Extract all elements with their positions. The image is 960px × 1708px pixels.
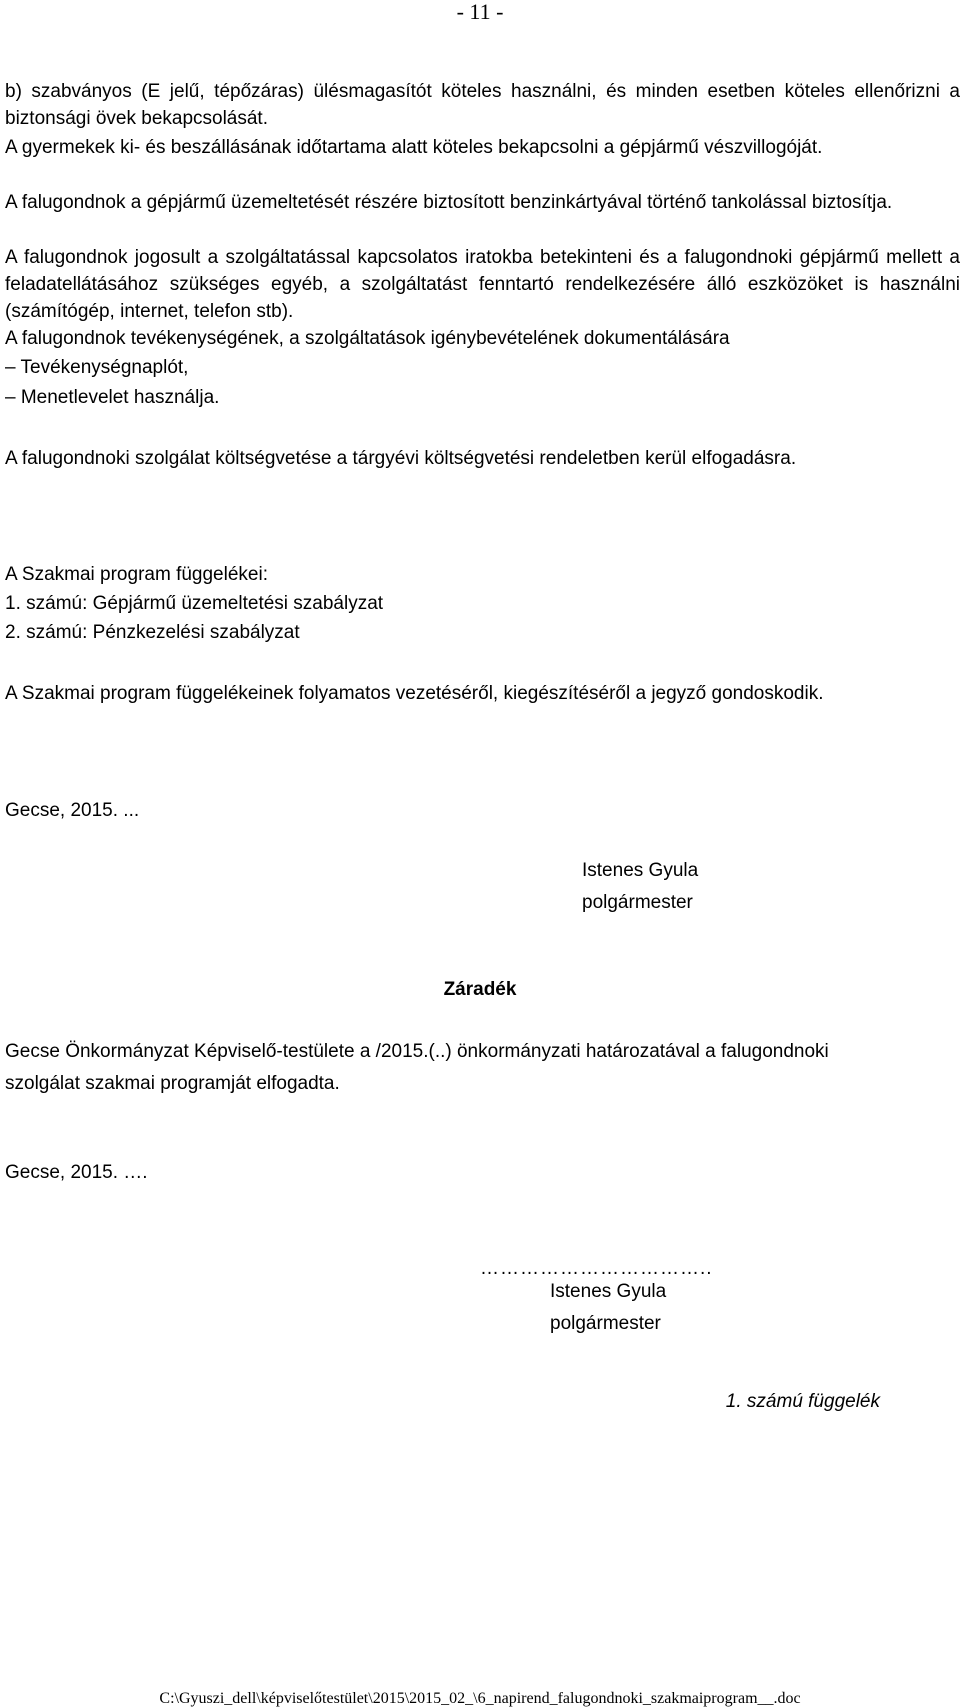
signer-name-1: Istenes Gyula — [582, 860, 699, 881]
clause-title: Záradék — [443, 979, 517, 1000]
date-line-2: Gecse, 2015. …. — [5, 1162, 148, 1183]
appendix-item-2: 2. számú: Pénzkezelési szabályzat — [5, 622, 300, 643]
paragraph-budget: A falugondnoki szolgálat költségvetése a tárgyévi költségvetési rendeletben kerül elfogadásra. — [5, 448, 797, 469]
signer-title-1: polgármester — [582, 892, 693, 913]
signature-block-2 — [550, 1276, 666, 1340]
dash-item-travel-log: – Menetlevelet használja. — [5, 387, 220, 408]
signature-line: …………………………….. — [480, 1258, 713, 1279]
signer-title-2: polgármester — [550, 1313, 661, 1334]
appendix-list — [5, 560, 960, 647]
appendix-label: 1. számú függelék — [725, 1391, 880, 1412]
clause-text: Gecse Önkormányzat Képviselő-testülete a /2015.(..) önkormányzati határozatával a falugondnoki szolgálat szakmai programját elfogadta. — [5, 1041, 829, 1094]
appendix-item-1: 1. számú: Gépjármű üzemeltetési szabályzat — [5, 593, 384, 614]
paragraph-clerk: A Szakmai program függelékeinek folyamatos vezetéséről, kiegészítéséről a jegyző gondoskodik. — [5, 683, 824, 704]
paragraph-b: b) szabványos (E jelű, tépőzáras) ülésmagasítót köteles használni, és minden esetben köteles ellenőrizni a biztonsági övek bekapcsolását. — [5, 81, 960, 129]
paragraph-fuel-card: A falugondnok a gépjármű üzemeltetését részére biztosított benzinkártyával történő tankolással biztosítja. — [5, 192, 893, 213]
paragraph-rights: A falugondnok jogosult a szolgáltatással kapcsolatos iratokba betekinteni és a falugondnoki gépjármű mellett a feladatellátásához szükséges egyéb, a szolgáltatást fenntartó rendelkezésére álló eszközöket is használni (számítógép, internet, telefon stb). — [5, 247, 960, 322]
signer-name-2: Istenes Gyula — [550, 1281, 667, 1302]
footer-file-path: C:\Gyuszi_dell\képviselőtestület\2015\2015_02_\6_napirend_falugondnoki_szakmaiprogram__.doc — [159, 1690, 801, 1707]
date-line-1: Gecse, 2015. ... — [5, 800, 140, 821]
dash-list — [5, 353, 960, 413]
paragraph-hazard-lights: A gyermekek ki- és beszállásának időtartama alatt köteles bekapcsolni a gépjármű vészvillogóját. — [5, 137, 823, 158]
paragraph-documentation: A falugondnok tevékenységének, a szolgáltatások igénybevételének dokumentálására — [5, 328, 730, 349]
dash-item-activity-log: – Tevékenységnaplót, — [5, 357, 189, 378]
appendix-list-title: A Szakmai program függelékei: — [5, 564, 268, 585]
signature-block-1 — [582, 855, 698, 919]
page-number: - 11 - — [456, 0, 504, 24]
